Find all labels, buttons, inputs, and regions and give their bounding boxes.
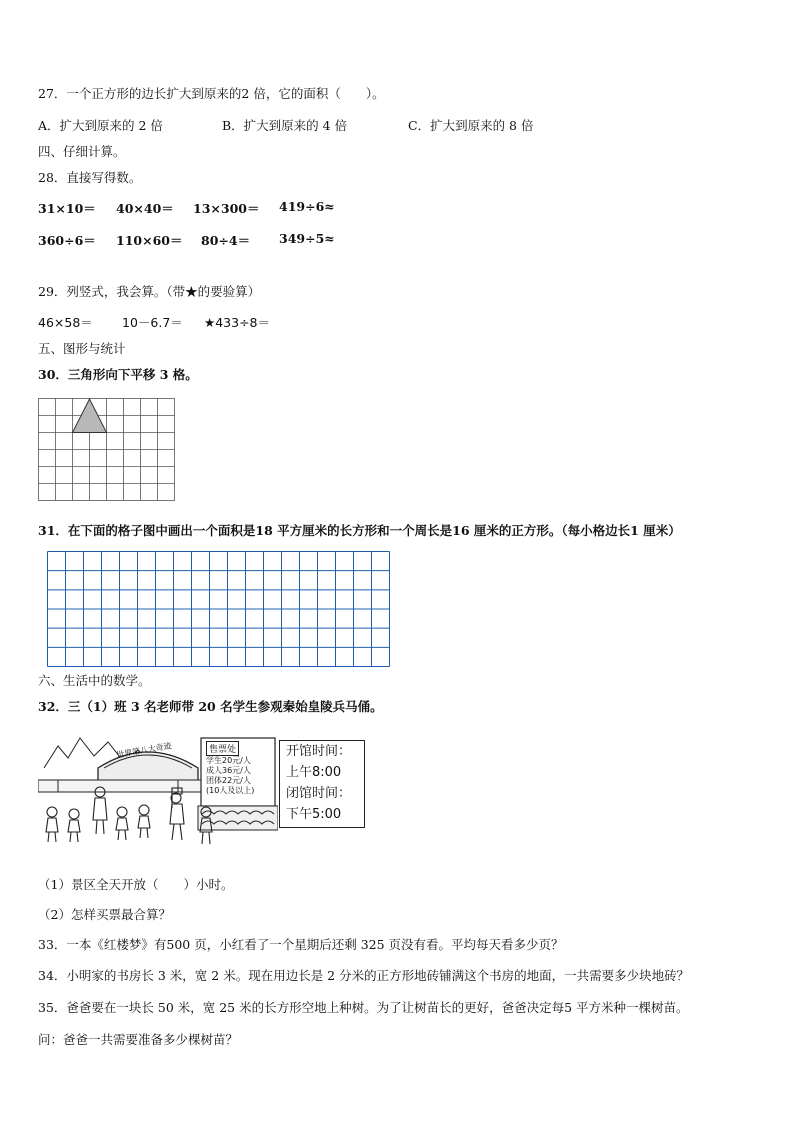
ticket-office-title: 售票处 [206,741,239,756]
q28-r1-c4: 419÷6≈ [279,199,335,214]
q33-stem: 33．一本《红楼梦》有500 页，小红看了一个星期后还剩 325 页没有看。平均每天看多少页？ [38,937,564,952]
q28-r1-c2: 40×40＝ [116,201,174,216]
q28-r2-c4: 349÷5≈ [279,231,335,246]
q29-item-2: 10－6.7＝ [122,315,183,330]
opening-hours-box [279,740,365,828]
close-time-label: 闭馆时间： [286,786,352,801]
q30-grid [38,398,176,502]
section-4-heading: 四、仔细计算。 [38,144,126,159]
q31-stem: 31．在下面的格子图中画出一个面积是18 平方厘米的长方形和一个周长是16 厘米的正方形。（每小格边长1 厘米） [38,523,681,538]
open-time-value: 上午8:00 [286,765,342,780]
q28-r2-c3: 80÷4＝ [201,233,251,248]
q34-stem: 34．小明家的书房长 3 米，宽 2 米。现在用边长是 2 分米的正方形地砖铺满这个书房的地面，一共需要多少块地砖？ [38,968,690,983]
q30-stem: 30．三角形向下平移 3 格。 [38,367,198,382]
q35-stem: 35．爸爸要在一块长 50 米，宽 25 米的长方形空地上种树。为了让树苗长的更好，爸爸决定每5 平方米种一棵树苗。 [38,1000,689,1015]
q29-stem: 29．列竖式，我会算。（带★的要验算） [38,284,261,299]
section-5-heading: 五、图形与统计 [38,341,126,356]
section-6-heading: 六、生活中的数学。 [38,673,151,688]
open-time-label: 开馆时间： [286,744,352,759]
q29-item-1: 46×58＝ [38,315,93,330]
ticket-price-group: 团体22元/人 [206,776,251,785]
q28-r2-c2: 110×60＝ [116,233,183,248]
q28-stem: 28．直接写得数。 [38,170,142,185]
q28-r1-c3: 13×300＝ [193,201,260,216]
q28-r1-c1: 31×10＝ [38,201,96,216]
q27-option-c: C．扩大到原来的 8 倍 [408,118,534,133]
q28-r2-c1: 360÷6＝ [38,233,96,248]
q31-grid [47,551,391,668]
q32-sub2: （2）怎样买票最合算？ [38,907,171,922]
ticket-price-student: 学生20元/人 [206,756,251,765]
gate-sign-text: 世界第八大奇迹 [115,741,173,760]
q27-stem: 27．一个正方形的边长扩大到原来的2 倍，它的面积（ ）。 [38,86,385,101]
q27-option-b: B．扩大到原来的 4 倍 [222,118,348,133]
q32-stem: 32．三（1）班 3 名老师带 20 名学生参观秦始皇陵兵马俑。 [38,699,383,714]
close-time-value: 下午5:00 [286,807,342,822]
q32-sub1: （1）景区全天开放（ ）小时。 [38,877,234,892]
ticket-prices [206,756,254,796]
q35-ask: 问：爸爸一共需要准备多少棵树苗？ [38,1032,239,1047]
q27-option-a: A．扩大到原来的 2 倍 [38,118,163,133]
ticket-price-adult: 成人36元/人 [206,766,251,775]
ticket-price-group-note: (10人及以上) [206,786,255,795]
q29-item-3: ★433÷8＝ [204,315,270,330]
